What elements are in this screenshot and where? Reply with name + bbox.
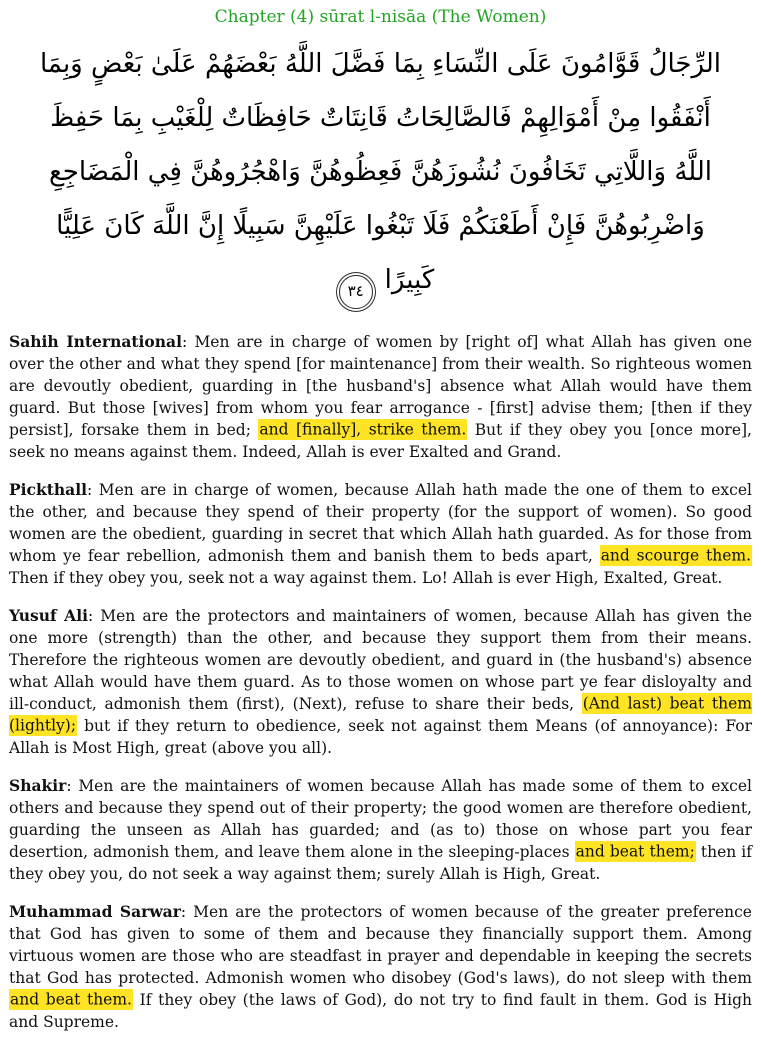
separator: :	[86, 480, 99, 499]
ayah-number-medallion: ٣٤	[339, 275, 373, 309]
translation-text: Then if they obey you, seek not a way against them. Lo! Allah is ever High, Exalted, Great.	[9, 568, 723, 587]
translation-muhammad-sarwar	[9, 901, 752, 1033]
chapter-title-link[interactable]: Chapter (4) sūrat l-nisāa (The Women)	[214, 7, 547, 27]
translation-text: Men are the protectors of women because of the greater preference that God has given to some of them and because they financially support them. Among virtuous women are those who are steadfast in prayer and dependable in keeping the secrets that God has protected. Admonish women who disobey (God's laws), do not sleep with them	[9, 902, 752, 987]
highlighted-phrase: and beat them;	[575, 842, 695, 861]
translation-text: but if they return to obedience, seek not against them Means (of annoyance): For Allah is Most High, great (above you all).	[9, 716, 752, 757]
translation-shakir	[9, 775, 752, 885]
translation-text: Men are in charge of women, because Allah hath made the one of them to excel the other, and because they spend of their property (for the support of women). So good women are the obedient, guarding in secret that which Allah hath guarded. As for those from whom ye fear rebellion, admonish them and banish them to beds apart,	[9, 480, 752, 565]
arabic-verse-text: الرِّجَالُ قَوَّامُونَ عَلَى النِّسَاءِ بِمَا فَضَّلَ اللَّهُ بَعْضَهُمْ عَلَىٰ بَعْضٍ وَبِمَا أَنْفَقُوا مِنْ أَمْوَالِهِمْ فَالصَّالِحَاتُ قَانِتَاتٌ حَافِظَاتٌ لِلْغَيْبِ بِمَا حَفِظَ اللَّهُ وَاللَّاتِي تَخَافُونَ نُشُوزَهُنَّ فَعِظُوهُنَّ وَاهْجُرُوهُنَّ فِي الْمَضَاجِعِ وَاضْرِبُوهُنَّ فَإِنْ أَطَعْنَكُمْ فَلَا تَبْغُوا عَلَيْهِنَّ سَبِيلًا إِنَّ اللَّهَ كَانَ عَلِيًّا كَبِيرًا	[39, 49, 721, 295]
translation-text: But if they obey you [once more], seek no means against them. Indeed, Allah is ever Exalted and Grand.	[9, 420, 752, 461]
arabic-verse	[9, 29, 752, 315]
highlighted-phrase: and beat them.	[10, 990, 132, 1009]
translation-text: If they obey (the laws of God), do not try to find fault in them. God is High and Supreme.	[9, 990, 753, 1031]
separator: :	[66, 776, 79, 795]
highlighted-phrase: and [finally], strike them.	[259, 420, 467, 439]
translator-name: Muhammad Sarwar	[9, 901, 181, 921]
translation-pickthall	[9, 479, 752, 589]
translation-text: Men are the maintainers of women because Allah has made some of them to excel others and because they spend out of their property; the good women are therefore obedient, guarding the unseen as Allah has guarded; and (as to) those on whose part you fear desertion, admonish them, and leave them alone in the sleeping-places	[9, 776, 752, 861]
translator-name: Pickthall	[9, 479, 87, 499]
separator: :	[180, 902, 194, 921]
translation-text: Men are in charge of women by [right of] what Allah has given one over the other and what they spend [for maintenance] from their wealth. So righteous women are devoutly obedient, guarding in [the husband's] absence what Allah would have them guard. But those [wives] from whom you fear arrogance - [first] advise them; [then if they persist], forsake them in bed;	[9, 332, 752, 439]
translator-name: Yusuf Ali	[9, 605, 88, 625]
translation-yusuf-ali	[9, 605, 752, 759]
separator: :	[87, 606, 101, 625]
separator: :	[181, 332, 195, 351]
translation-sahih-international	[9, 331, 752, 463]
highlighted-phrase: and scourge them.	[600, 546, 751, 565]
translation-text: Men are the protectors and maintainers of women, because Allah has given the one more (strength) than the other, and because they support them from their means. Therefore the righteous women are devoutly obedient, and guard in (the husband's) absence what Allah would have them guard. As to those women on whose part ye fear disloyalty and ill-conduct, admonish them (first), (Next), refuse to share their beds,	[9, 606, 752, 713]
translator-name: Shakir	[9, 775, 67, 795]
highlighted-phrase: (And last) beat them (lightly);	[9, 694, 752, 735]
translation-text: then if they obey you, do not seek a way against them; surely Allah is High, Great.	[9, 842, 753, 883]
translator-name: Sahih International	[9, 331, 182, 351]
